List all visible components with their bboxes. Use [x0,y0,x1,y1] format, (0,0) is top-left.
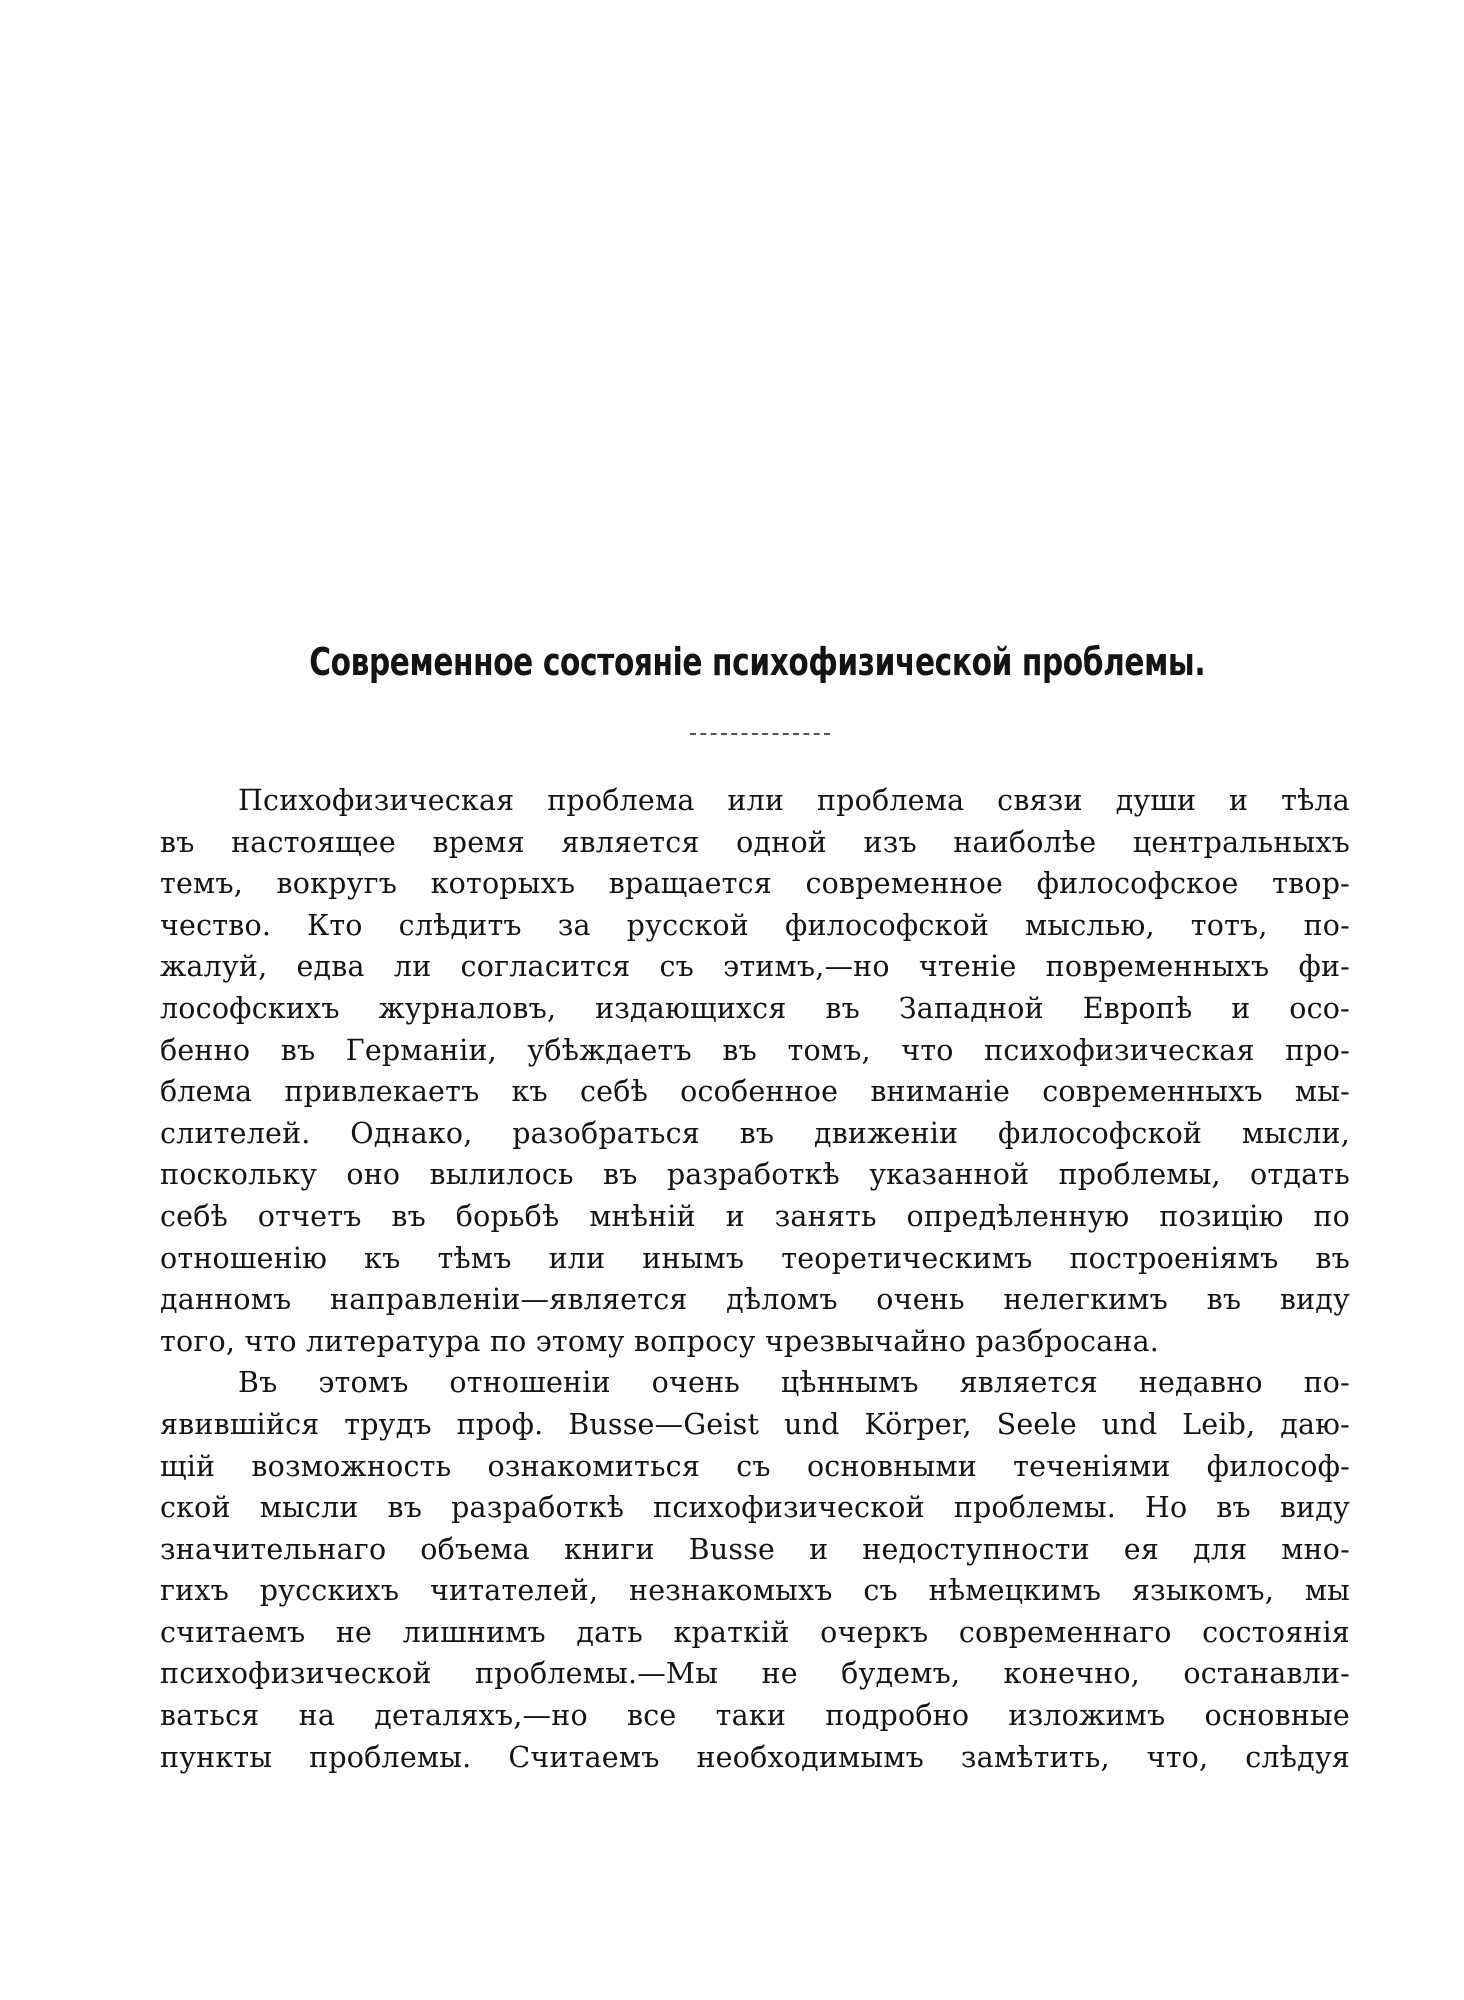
text-line: явившійся трудъ проф. Busse—Geist und Körper, Seele und Leib, даю- [160,1407,1350,1441]
text-line: въ настоящее время является одной изъ наиболѣе центральныхъ [160,825,1350,859]
text-line: себѣ отчетъ въ борьбѣ мнѣній и занять опредѣленную позицію по [160,1199,1350,1233]
text-line: значительнаго объема книги Busse и недоступности ея для мно- [160,1532,1350,1566]
text-line: темъ, вокругъ которыхъ вращается современное философское твор- [160,867,1350,901]
text-line: щій возможность ознакомиться съ основными теченіями философ- [160,1449,1350,1483]
paragraph-1 [160,780,1350,1362]
text-line: считаемъ не лишнимъ дать краткій очеркъ современнаго состоянія [160,1615,1350,1649]
text-line: психофизической проблемы.—Мы не будемъ, конечно, останавли- [160,1657,1350,1691]
text-line: Психофизическая проблема или проблема связи души и тѣла [238,784,1350,817]
text-line: пункты проблемы. Считаемъ необходимымъ замѣтить, что, слѣдуя [160,1740,1350,1774]
text-line: отношенію къ тѣмъ или инымъ теоретическимъ построеніямъ въ [160,1241,1350,1275]
text-line: ской мысли въ разработкѣ психофизической проблемы. Но въ виду [160,1491,1350,1525]
text-line: ваться на деталяхъ,—но все таки подробно изложимъ основные [160,1699,1350,1733]
paragraph-2 [160,1362,1350,1778]
text-line: Въ этомъ отношеніи очень цѣннымъ является недавно по- [238,1366,1350,1400]
body-text [160,780,1350,1778]
title-divider [690,733,830,735]
text-line: гихъ русскихъ читателей, незнакомыхъ съ нѣмецкимъ языкомъ, мы [160,1574,1350,1608]
text-line: данномъ направленіи—является дѣломъ очень нелегкимъ въ виду [160,1283,1350,1317]
text-line: жалуй, едва ли согласится съ этимъ,—но чтеніе повременныхъ фи- [160,950,1350,984]
text-line: лософскихъ журналовъ, издающихся въ Западной Европѣ и осо- [160,991,1350,1025]
text-line: того, что литература по этому вопросу чрезвычайно разбросана. [160,1324,1160,1358]
text-line: блема привлекаетъ къ себѣ особенное вниманіе современныхъ мы- [160,1075,1350,1109]
text-line: слителей. Однако, разобраться въ движеніи философской мысли, [160,1116,1350,1150]
text-line: поскольку оно вылилось въ разработкѣ указанной проблемы, отдать [160,1158,1350,1192]
text-line: чество. Кто слѣдитъ за русской философской мыслью, тотъ, по- [160,908,1350,942]
text-line: бенно въ Германіи, убѣждаетъ въ томъ, что психофизическая про- [160,1033,1350,1067]
page-title: Современное состояніе психофизической проблемы. [309,640,1206,684]
